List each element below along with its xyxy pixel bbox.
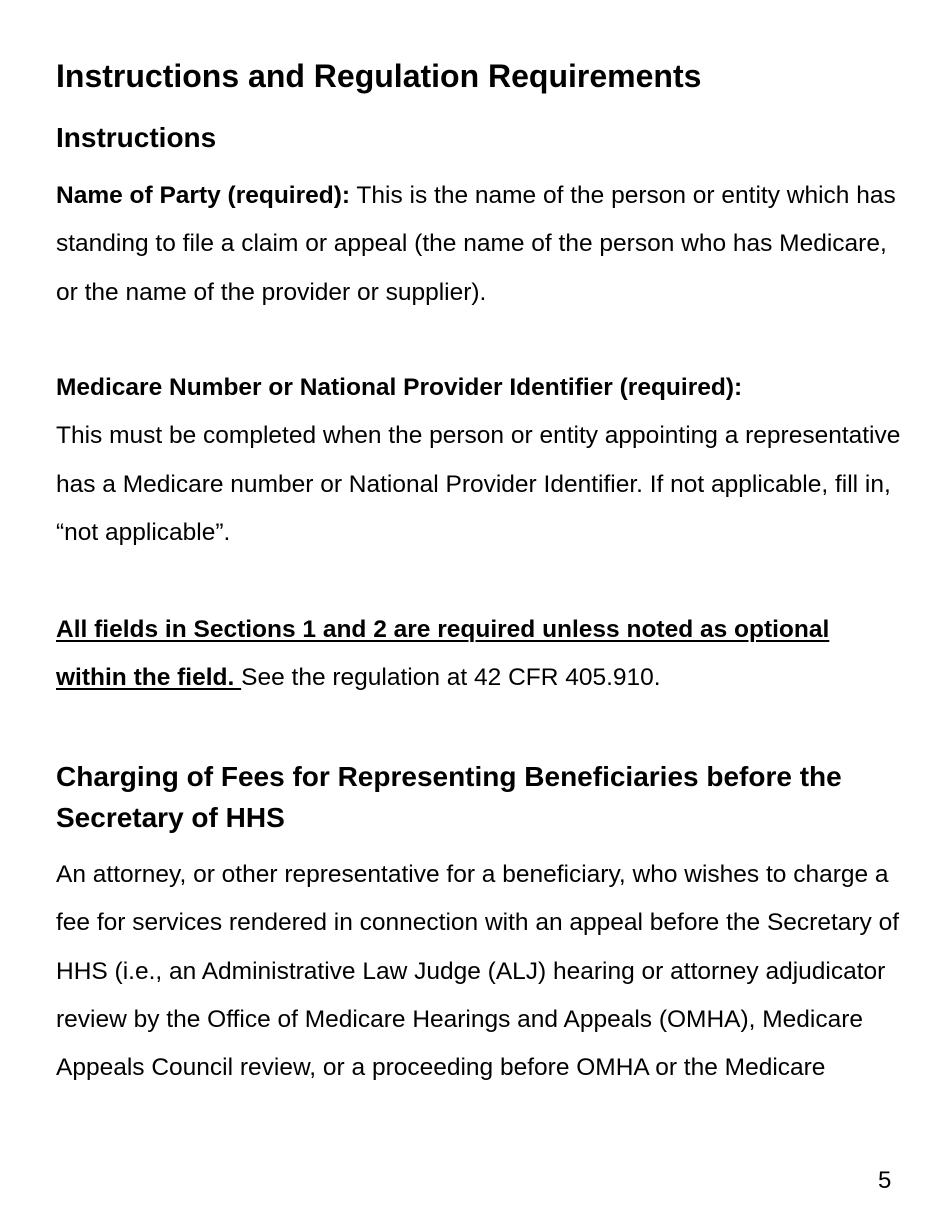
section-heading-instructions: Instructions — [56, 122, 217, 153]
party-paragraph — [56, 172, 906, 317]
medicare-number-label: Medicare Number or National Provider Identifier (required): — [56, 374, 743, 401]
fees-heading: Charging of Fees for Representing Beneficiaries before the Secretary of HHS — [56, 761, 842, 833]
page-title: Instructions and Regulation Requirements — [56, 58, 702, 94]
fields-note-text: See the regulation at 42 CFR 405.910. — [241, 664, 661, 692]
page-number: 5 — [878, 1167, 892, 1194]
medicare-number-text: This must be completed when the person or entity appointing a representative has a Medicare number or National Provider Identifier. If not applicable, fill in, “not applicable”. — [56, 422, 901, 546]
fields-note-paragraph — [56, 606, 906, 703]
fees-paragraph: An attorney, or other representative for a beneficiary, who wishes to charge a fee for services rendered in connection with an appeal before the Secretary of HHS (i.e., an Administrative Law Judge (ALJ) hearing or attorney adjudicator review by the Office of Medicare Hearings and Appeals (OMHA), Medicare Appeals Council review, or a proceeding before OMHA or the Medicare — [56, 861, 900, 1082]
medicare-number-paragraph — [56, 364, 906, 557]
fields-note-emphasis: All fields in Sections 1 and 2 are required unless noted as optional within the field. — [56, 616, 830, 692]
party-text: This is the name of the person or entity which has standing to file a claim or appeal (the name of the person who has Medicare, or the name of the provider or supplier). — [56, 182, 896, 306]
party-label: Name of Party (required): — [56, 182, 351, 209]
